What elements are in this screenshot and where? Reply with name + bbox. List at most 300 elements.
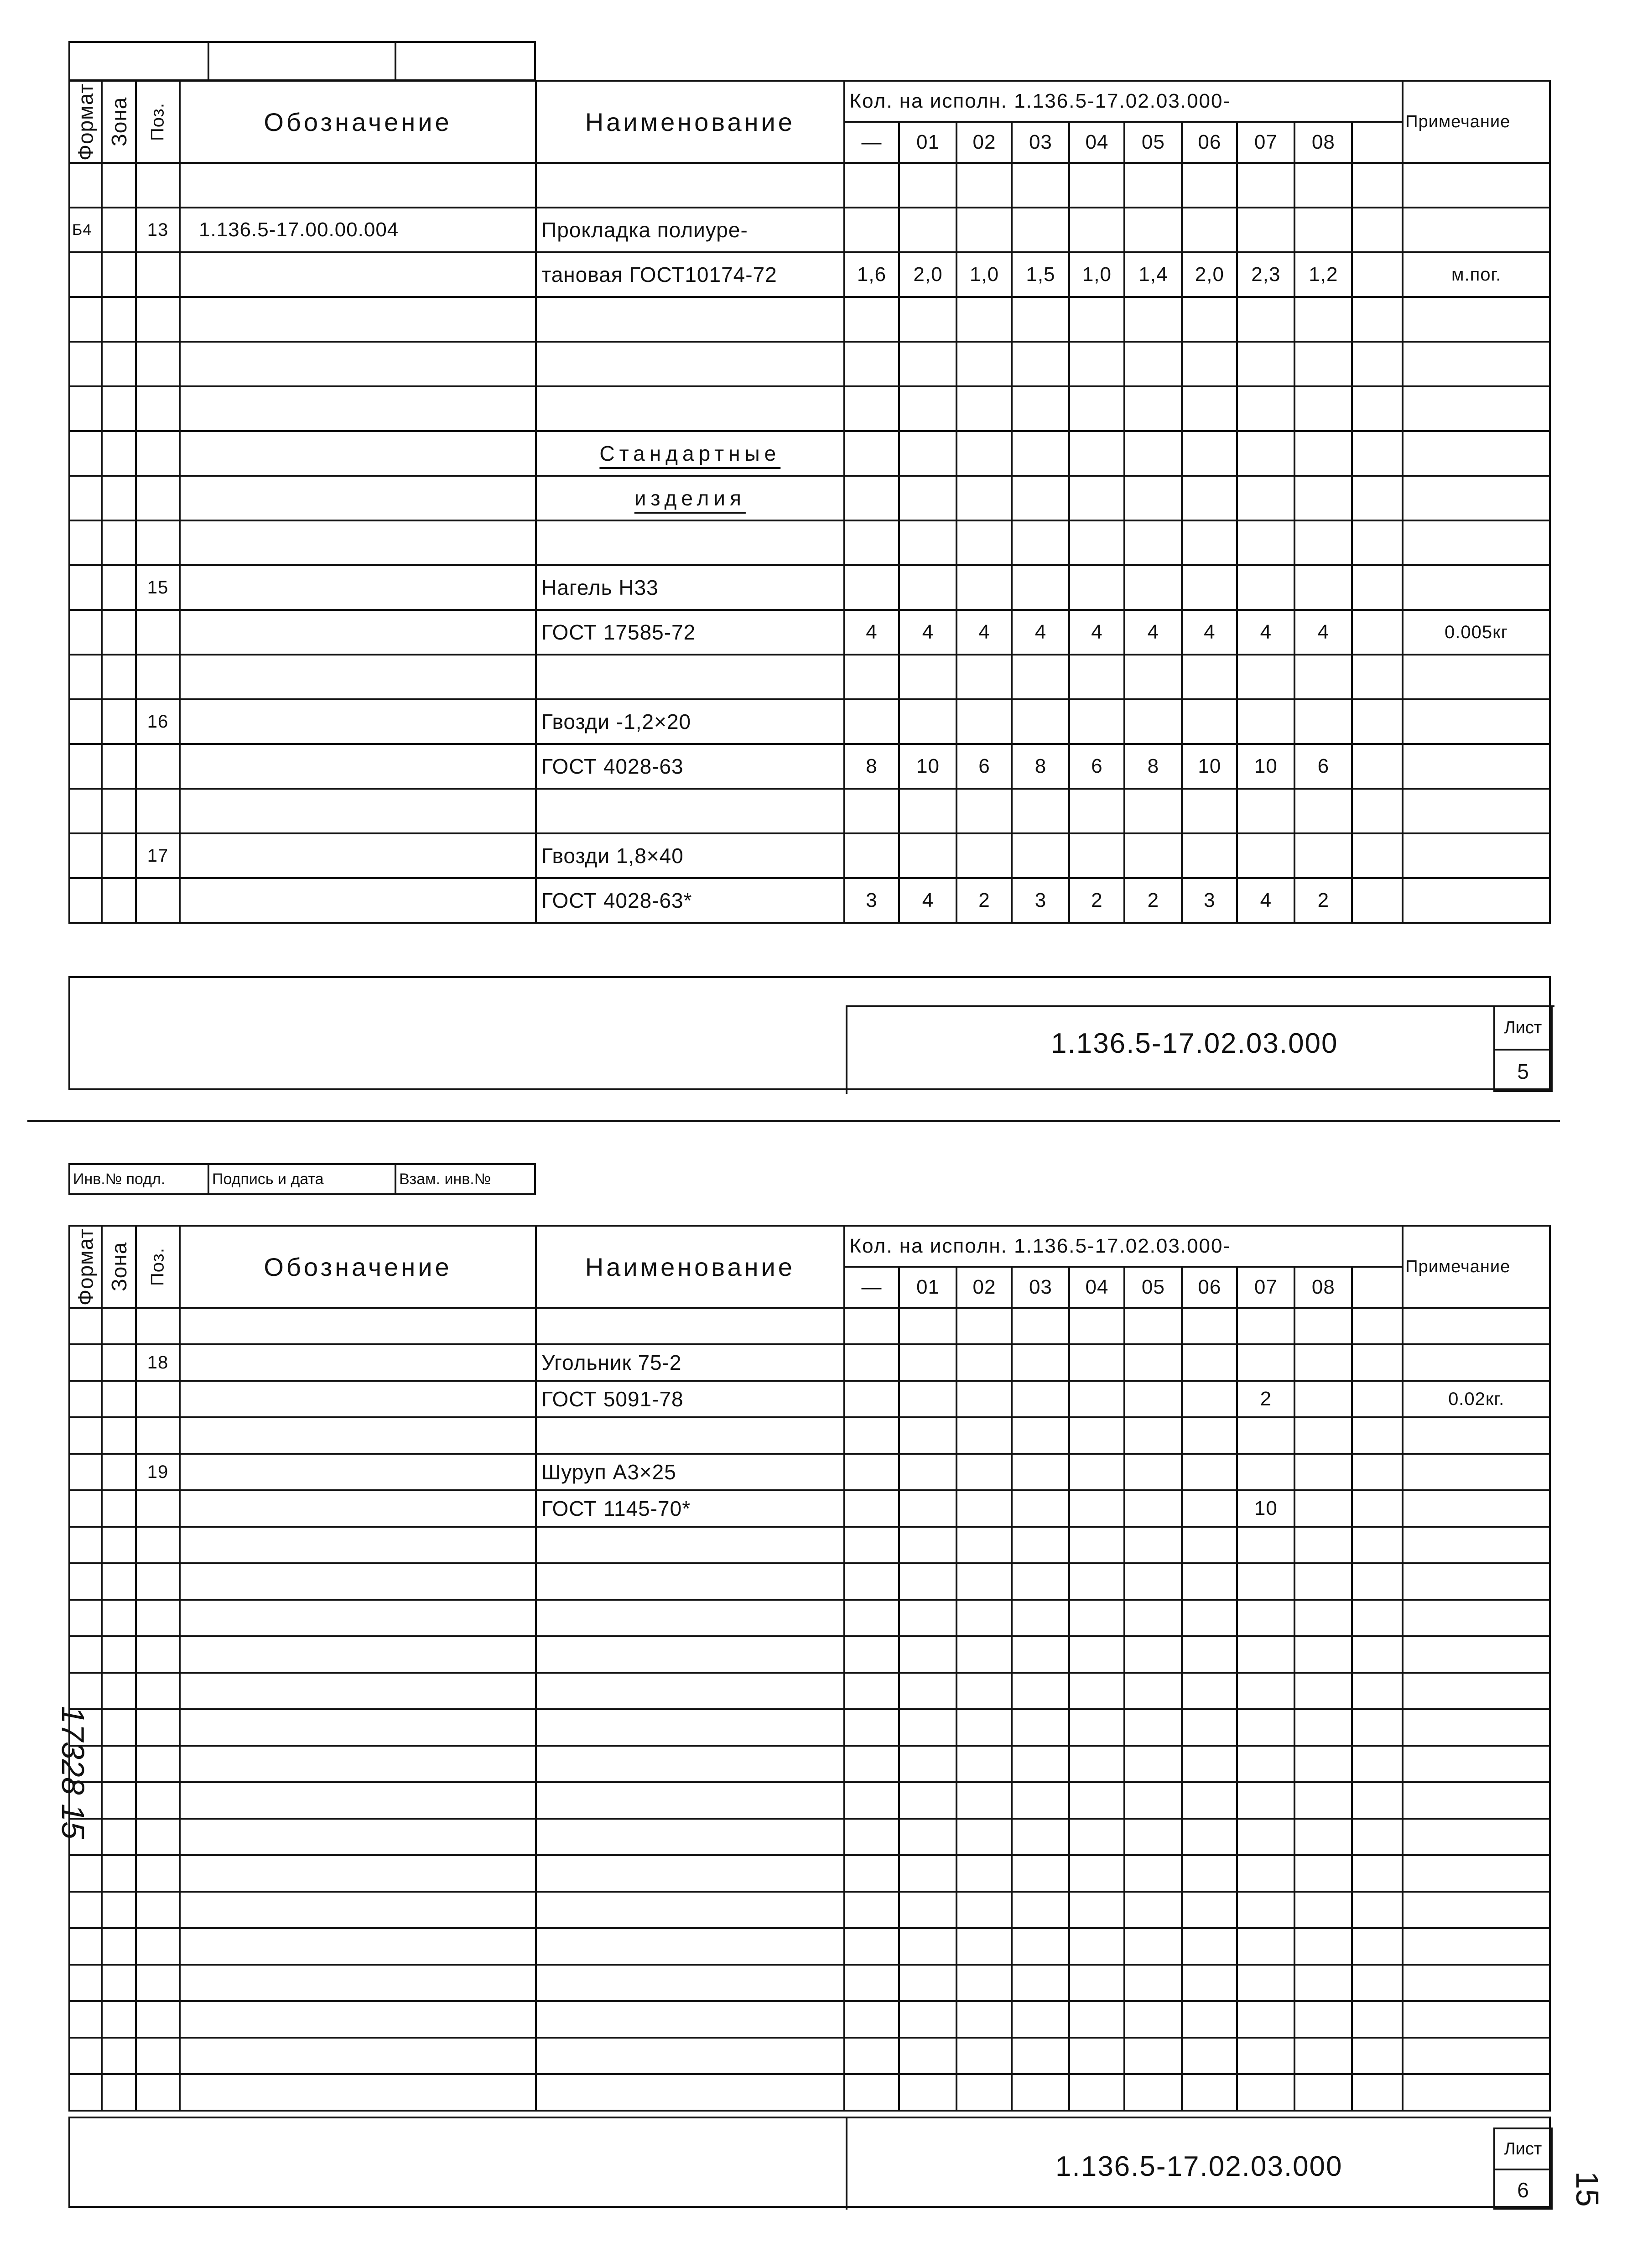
cell-format: Б4 [69, 208, 102, 252]
cell-qty [1012, 1344, 1069, 1381]
table-row [69, 2038, 1550, 2074]
cell-qty [1182, 565, 1237, 610]
cell-qty [1012, 208, 1069, 252]
cell-note [1403, 1928, 1550, 1965]
cell-qty [844, 1928, 899, 1965]
cell-qty [1294, 1600, 1352, 1636]
cell-qty [844, 1600, 899, 1636]
cell-qty [956, 1344, 1012, 1381]
cell-qty [1012, 1454, 1069, 1490]
cell-qty [956, 1454, 1012, 1490]
cell-qty [899, 386, 956, 431]
cell-zone [102, 208, 136, 252]
cell-designation [180, 789, 536, 833]
cell-qty [1069, 833, 1124, 878]
cell-qty [1352, 1855, 1403, 1892]
cell-note [1403, 1892, 1550, 1928]
cell-qty [844, 1709, 899, 1746]
cell-note [1403, 163, 1550, 208]
cell-pos [136, 1819, 180, 1855]
cell-qty [1352, 878, 1403, 923]
cell-qty [1294, 1417, 1352, 1454]
cell-designation [180, 431, 536, 476]
cell-qty [1124, 1636, 1182, 1673]
document-code: 1.136.5-17.02.03.000 [1055, 2151, 1343, 2182]
cell-name [536, 386, 844, 431]
cell-zone [102, 655, 136, 699]
cell-name: Гвозди 1,8×40 [536, 833, 844, 878]
cell-qty [1294, 1928, 1352, 1965]
cell-qty [1182, 520, 1237, 565]
table-row [69, 1417, 1550, 1454]
cell-qty [844, 342, 899, 386]
cell-qty [899, 1636, 956, 1673]
cell-qty [844, 1381, 899, 1417]
cell-qty [1352, 565, 1403, 610]
variant-header: 06 [1182, 122, 1237, 163]
cell-format [69, 431, 102, 476]
cell-qty [1182, 1965, 1237, 2001]
cell-format [69, 565, 102, 610]
cell-qty [1237, 520, 1294, 565]
cell-qty [899, 2038, 956, 2074]
cell-pos [136, 2001, 180, 2038]
cell-note [1403, 1673, 1550, 1709]
cell-format [69, 386, 102, 431]
cell-qty [1069, 163, 1124, 208]
cell-qty [899, 1819, 956, 1855]
cell-qty [899, 1563, 956, 1600]
cell-qty [1352, 1490, 1403, 1527]
cell-format [69, 1381, 102, 1417]
cell-qty [844, 1673, 899, 1709]
cell-name [536, 1928, 844, 1965]
cell-designation [180, 1417, 536, 1454]
cell-pos [136, 1527, 180, 1563]
cell-note [1403, 1819, 1550, 1855]
cell-qty [1352, 1636, 1403, 1673]
cell-qty: 1,6 [844, 252, 899, 297]
cell-designation [180, 1490, 536, 1527]
cell-format [69, 744, 102, 789]
cell-qty [1352, 163, 1403, 208]
cell-qty [1012, 520, 1069, 565]
cell-qty [1124, 1344, 1182, 1381]
cell-qty [1294, 297, 1352, 342]
cell-name [536, 1527, 844, 1563]
cell-designation: 1.136.5-17.00.00.004 [180, 208, 536, 252]
cell-qty [1237, 297, 1294, 342]
cell-qty [844, 1563, 899, 1600]
cell-qty [1294, 2038, 1352, 2074]
cell-qty [1124, 789, 1182, 833]
cell-qty: 2 [1237, 1381, 1294, 1417]
cell-note: м.пог. [1403, 252, 1550, 297]
cell-qty [1352, 386, 1403, 431]
cell-note [1403, 1308, 1550, 1344]
cell-qty [1294, 565, 1352, 610]
cell-qty [899, 1746, 956, 1782]
header-row [69, 81, 1550, 122]
cell-zone [102, 744, 136, 789]
cell-qty [899, 1344, 956, 1381]
cell-qty [1012, 1527, 1069, 1563]
cell-qty [1294, 1965, 1352, 2001]
cell-format [69, 163, 102, 208]
table-row [69, 1454, 1550, 1490]
cell-qty [956, 699, 1012, 744]
cell-zone [102, 2001, 136, 2038]
cell-zone [102, 1746, 136, 1782]
cell-qty: 4 [1069, 610, 1124, 655]
cell-qty [899, 297, 956, 342]
cell-qty [899, 1965, 956, 2001]
table-row [69, 1381, 1550, 1417]
cell-qty [956, 1381, 1012, 1417]
variant-header: 01 [899, 1267, 956, 1308]
cell-name: ГОСТ 17585-72 [536, 610, 844, 655]
cell-note [1403, 1965, 1550, 2001]
cell-name [536, 1746, 844, 1782]
cell-qty [1012, 655, 1069, 699]
cell-qty [1237, 2074, 1294, 2111]
cell-format [69, 1928, 102, 1965]
cell-qty [956, 1673, 1012, 1709]
cell-note: 0.02кг. [1403, 1381, 1550, 1417]
cell-qty [1294, 1709, 1352, 1746]
cell-designation [180, 1673, 536, 1709]
cell-qty [1012, 1892, 1069, 1928]
cell-qty [1352, 1928, 1403, 1965]
cell-qty [1012, 1928, 1069, 1965]
cell-qty: 10 [1182, 744, 1237, 789]
cell-qty [899, 1855, 956, 1892]
cell-qty [899, 1381, 956, 1417]
cell-qty: 1,0 [1069, 252, 1124, 297]
col-header-note: Примечание [1403, 1226, 1550, 1308]
cell-pos: 13 [136, 208, 180, 252]
cell-qty [1069, 1308, 1124, 1344]
cell-designation [180, 655, 536, 699]
cell-format [69, 2074, 102, 2111]
cell-qty [1352, 1381, 1403, 1417]
cell-designation [180, 878, 536, 923]
cell-qty [844, 386, 899, 431]
cell-name: ГОСТ 5091-78 [536, 1381, 844, 1417]
cell-qty [956, 565, 1012, 610]
table-row [69, 163, 1550, 208]
cell-qty [1182, 476, 1237, 520]
cell-qty [1352, 1563, 1403, 1600]
cell-qty [1012, 1490, 1069, 1527]
variant-header: 08 [1294, 122, 1352, 163]
cell-qty [1124, 1417, 1182, 1454]
cell-qty [956, 1892, 1012, 1928]
cell-qty [899, 342, 956, 386]
cell-qty [1294, 1855, 1352, 1892]
cell-qty [1012, 476, 1069, 520]
cell-qty [1124, 2074, 1182, 2111]
cell-zone [102, 1892, 136, 1928]
col-header-name: Наименование [536, 81, 844, 163]
cell-format [69, 342, 102, 386]
table-row [69, 1782, 1550, 1819]
cell-qty: 4 [956, 610, 1012, 655]
cell-note [1403, 476, 1550, 520]
cell-qty [1237, 1600, 1294, 1636]
cell-qty [956, 1636, 1012, 1673]
cell-qty [1237, 1782, 1294, 1819]
cell-qty [1069, 1636, 1124, 1673]
cell-qty [1012, 833, 1069, 878]
cell-pos: 17 [136, 833, 180, 878]
col-header-zone: Зона [102, 81, 136, 163]
cell-qty [899, 1709, 956, 1746]
page-corner-number: 15 [1570, 2171, 1605, 2207]
cell-zone [102, 2074, 136, 2111]
cell-name [536, 2001, 844, 2038]
cell-qty [1012, 1308, 1069, 1344]
cell-qty [1294, 208, 1352, 252]
cell-qty [1124, 1673, 1182, 1709]
cell-qty [1182, 1928, 1237, 1965]
cell-qty [1124, 1928, 1182, 1965]
table-row [69, 1490, 1550, 1527]
cell-qty [1182, 789, 1237, 833]
col-header-name: Наименование [536, 1226, 844, 1308]
cell-qty [1237, 1527, 1294, 1563]
table-row [69, 342, 1550, 386]
cell-qty [1237, 1746, 1294, 1782]
cell-designation [180, 2001, 536, 2038]
cell-zone [102, 431, 136, 476]
col-header-pos: Поз. [136, 81, 180, 163]
cell-designation [180, 1709, 536, 1746]
cell-qty [1069, 1344, 1124, 1381]
cell-note [1403, 520, 1550, 565]
table-row [69, 1308, 1550, 1344]
cell-qty: 6 [1294, 744, 1352, 789]
table-row [69, 1636, 1550, 1673]
cell-zone [102, 163, 136, 208]
cell-note [1403, 833, 1550, 878]
cell-qty [956, 789, 1012, 833]
cell-qty [1069, 386, 1124, 431]
cell-qty [1124, 1600, 1182, 1636]
cell-qty [1069, 1381, 1124, 1417]
cell-zone [102, 342, 136, 386]
table-row [69, 1965, 1550, 2001]
cell-qty [1294, 655, 1352, 699]
cell-qty: 4 [1182, 610, 1237, 655]
cell-qty [1237, 699, 1294, 744]
cell-qty [1237, 208, 1294, 252]
cell-qty [1124, 1965, 1182, 2001]
cell-qty [1012, 565, 1069, 610]
cell-designation [180, 699, 536, 744]
cell-qty [956, 2074, 1012, 2111]
cell-qty [1069, 2074, 1124, 2111]
cell-name: ГОСТ 4028-63 [536, 744, 844, 789]
cell-qty [1352, 476, 1403, 520]
cell-format [69, 1344, 102, 1381]
cell-pos [136, 476, 180, 520]
cell-name [536, 297, 844, 342]
table-row [69, 1892, 1550, 1928]
table-row [69, 476, 1550, 520]
cell-pos [136, 1673, 180, 1709]
cell-qty [1237, 2001, 1294, 2038]
cell-name: Стандартные [536, 431, 844, 476]
cell-format [69, 878, 102, 923]
cell-designation [180, 297, 536, 342]
cell-qty [844, 1892, 899, 1928]
cell-qty: 1,5 [1012, 252, 1069, 297]
cell-qty [1237, 476, 1294, 520]
cell-qty [1182, 1490, 1237, 1527]
cell-designation [180, 252, 536, 297]
cell-qty: 1,4 [1124, 252, 1182, 297]
sheet2-top-strip [68, 1163, 536, 1195]
cell-qty [1352, 1308, 1403, 1344]
cell-qty: 6 [1069, 744, 1124, 789]
cell-qty [1237, 163, 1294, 208]
cell-qty [1294, 431, 1352, 476]
cell-qty: 4 [1012, 610, 1069, 655]
cell-qty [956, 1563, 1012, 1600]
cell-qty: 2,0 [1182, 252, 1237, 297]
cell-qty [1069, 1600, 1124, 1636]
sheet-number: 5 [1517, 1059, 1529, 1083]
cell-qty [1124, 655, 1182, 699]
cell-qty [1237, 431, 1294, 476]
cell-qty [1012, 2001, 1069, 2038]
cell-qty: 2,3 [1237, 252, 1294, 297]
cell-qty [1237, 1892, 1294, 1928]
cell-qty [1124, 163, 1182, 208]
cell-qty [1237, 1308, 1294, 1344]
cell-qty [1069, 1965, 1124, 2001]
cell-qty [956, 163, 1012, 208]
table-row [69, 520, 1550, 565]
cell-qty [956, 431, 1012, 476]
cell-pos [136, 1928, 180, 1965]
cell-name [536, 342, 844, 386]
cell-format [69, 1600, 102, 1636]
cell-qty [1352, 1527, 1403, 1563]
cell-designation [180, 2074, 536, 2111]
cell-qty [1069, 208, 1124, 252]
cell-note [1403, 789, 1550, 833]
cell-name: Прокладка полиуре- [536, 208, 844, 252]
cell-qty [1352, 610, 1403, 655]
cell-name [536, 1965, 844, 2001]
cell-qty [1012, 1709, 1069, 1746]
cell-pos [136, 1490, 180, 1527]
cell-designation [180, 1563, 536, 1600]
variant-header: 01 [899, 122, 956, 163]
cell-note [1403, 699, 1550, 744]
cell-note [1403, 1454, 1550, 1490]
cell-pos [136, 655, 180, 699]
cell-qty: 4 [844, 610, 899, 655]
cell-format [69, 297, 102, 342]
cell-name: ГОСТ 1145-70* [536, 1490, 844, 1527]
cell-qty [1012, 1600, 1069, 1636]
table-row [69, 431, 1550, 476]
cell-format [69, 1965, 102, 2001]
cell-zone [102, 833, 136, 878]
cell-qty [1182, 208, 1237, 252]
cell-qty [844, 1417, 899, 1454]
cell-qty [1237, 1965, 1294, 2001]
cell-qty [1294, 1819, 1352, 1855]
cell-qty [844, 1344, 899, 1381]
variant-header [1352, 1267, 1403, 1308]
col-header-note: Примечание [1403, 81, 1550, 163]
cell-qty [1294, 1454, 1352, 1490]
cell-qty [1124, 1490, 1182, 1527]
cell-qty [1182, 163, 1237, 208]
cell-format [69, 833, 102, 878]
variant-header: 02 [956, 122, 1012, 163]
variant-header: 02 [956, 1267, 1012, 1308]
cell-format [69, 520, 102, 565]
cell-designation [180, 386, 536, 431]
cell-zone [102, 1417, 136, 1454]
cell-qty: 6 [956, 744, 1012, 789]
cell-qty [1352, 1417, 1403, 1454]
cell-zone [102, 1308, 136, 1344]
cell-name: Нагель Н33 [536, 565, 844, 610]
variant-header: 05 [1124, 1267, 1182, 1308]
cell-qty [1294, 1490, 1352, 1527]
cell-qty [1182, 1709, 1237, 1746]
cell-qty [1069, 1892, 1124, 1928]
cell-qty [1352, 2038, 1403, 2074]
cell-qty [1069, 297, 1124, 342]
cell-qty [1069, 1417, 1124, 1454]
cell-format [69, 2038, 102, 2074]
cell-pos [136, 878, 180, 923]
cell-qty [1124, 1563, 1182, 1600]
cell-qty [1294, 1381, 1352, 1417]
cell-qty [1124, 1709, 1182, 1746]
cell-qty [1069, 2038, 1124, 2074]
cell-qty [1237, 565, 1294, 610]
cell-qty [844, 208, 899, 252]
cell-qty [1069, 1928, 1124, 1965]
cell-pos [136, 163, 180, 208]
cell-format [69, 610, 102, 655]
cell-qty [1182, 1855, 1237, 1892]
cell-qty: 4 [899, 610, 956, 655]
cell-note [1403, 342, 1550, 386]
cell-name [536, 1417, 844, 1454]
cell-qty [844, 1782, 899, 1819]
col-header-pos: Поз. [136, 1226, 180, 1308]
cell-pos [136, 1417, 180, 1454]
cell-qty [1237, 655, 1294, 699]
table-row [69, 789, 1550, 833]
cell-qty [1069, 1709, 1124, 1746]
cell-qty: 2 [1124, 878, 1182, 923]
cell-qty [956, 1855, 1012, 1892]
cell-qty [1069, 699, 1124, 744]
cell-qty: 3 [1182, 878, 1237, 923]
cell-name [536, 2038, 844, 2074]
cell-qty [844, 789, 899, 833]
